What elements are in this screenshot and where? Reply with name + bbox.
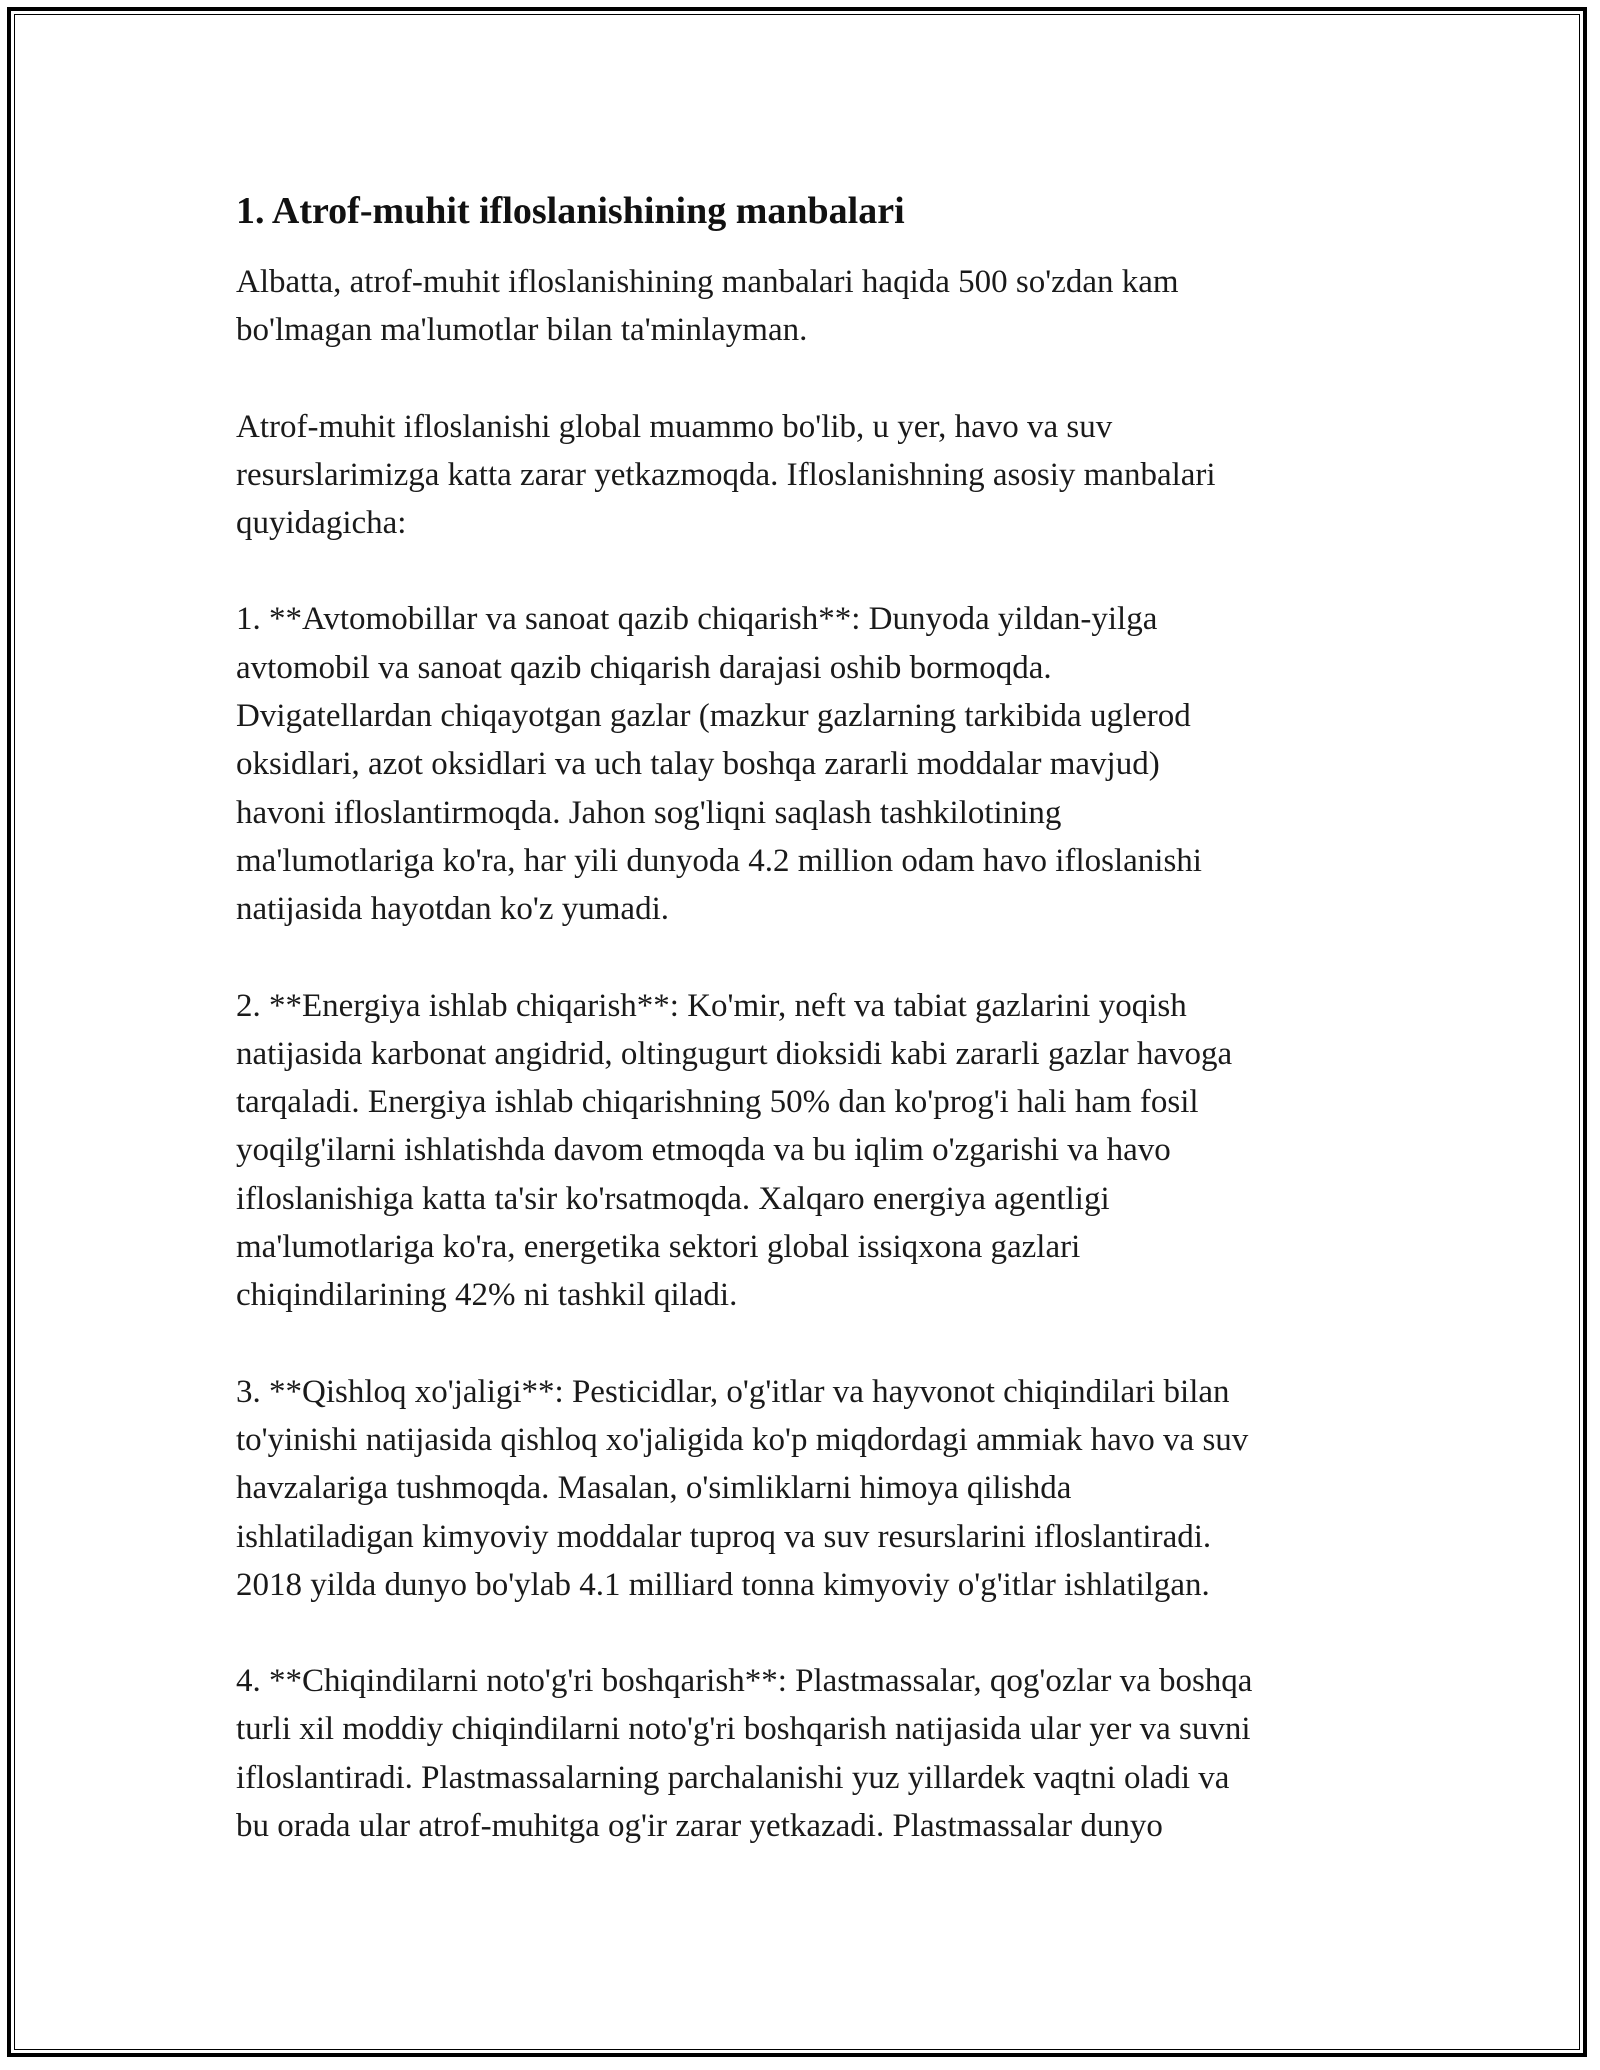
paragraph [236, 595, 1396, 933]
paragraph-line: to'yinishi natijasida qishloq xo'jaligida ko'p miqdordagi ammiak havo va suv [236, 1421, 1249, 1458]
paragraph-line: quyidagicha: [236, 505, 407, 542]
paragraph-line: yoqilg'ilarni ishlatishda davom etmoqda va bu iqlim o'zgarishi va havo [236, 1132, 1171, 1169]
paragraph-line: avtomobil va sanoat qazib chiqarish darajasi oshib bormoqda. [236, 649, 1052, 686]
paragraph [236, 258, 1396, 355]
paragraph-line: 2. **Energiya ishlab chiqarish**: Ko'mir, neft va tabiat gazlarini yoqish [236, 987, 1187, 1024]
paragraph-line: ifloslantiradi. Plastmassalarning parchalanishi yuz yillardek vaqtni oladi va [236, 1759, 1230, 1796]
paragraph-line: 3. **Qishloq xo'jaligi**: Pesticidlar, o'g'itlar va hayvonot chiqindilari bilan [236, 1373, 1230, 1410]
paragraph-line: oksidlari, azot oksidlari va uch talay boshqa zararli moddalar mavjud) [236, 746, 1160, 783]
paragraph-line: Atrof-muhit ifloslanishi global muammo bo'lib, u yer, havo va suv [236, 408, 1113, 445]
paragraph-line: Albatta, atrof-muhit ifloslanishining manbalari haqida 500 so'zdan kam [236, 264, 1179, 300]
paragraph [236, 1368, 1396, 1609]
paragraph-line: natijasida hayotdan ko'z yumadi. [236, 891, 669, 928]
paragraph [236, 982, 1396, 1320]
paragraph-line: tarqaladi. Energiya ishlab chiqarishning 50% dan ko'prog'i hali ham fosil [236, 1084, 1199, 1121]
paragraph-line: bu orada ular atrof-muhitga og'ir zarar yetkazadi. Plastmassalar dunyo [236, 1808, 1163, 1845]
paragraph-line: natijasida karbonat angidrid, oltingugurt dioksidi kabi zararli gazlar havoga [236, 1035, 1233, 1072]
document-body [236, 186, 1396, 1850]
paragraph [236, 403, 1396, 548]
document-title: 1. Atrof-muhit ifloslanishining manbalari [236, 190, 905, 232]
paragraph [236, 1657, 1396, 1850]
paragraph-line: 1. **Avtomobillar va sanoat qazib chiqarish**: Dunyoda yildan-yilga [236, 601, 1158, 638]
paragraph-line: havoni ifloslantirmoqda. Jahon sog'liqni saqlash tashkilotining [236, 794, 1062, 831]
paragraph-line: turli xil moddiy chiqindilarni noto'g'ri boshqarish natijasida ular yer va suvni [236, 1711, 1251, 1748]
paragraph-line: 4. **Chiqindilarni noto'g'ri boshqarish**: Plastmassalar, qog'ozlar va boshqa [236, 1663, 1253, 1700]
paragraph-line: bo'lmagan ma'lumotlar bilan ta'minlayman. [236, 312, 808, 349]
paragraph-line: 2018 yilda dunyo bo'ylab 4.1 milliard tonna kimyoviy o'g'itlar ishlatilgan. [236, 1566, 1210, 1603]
paragraph-line: ma'lumotlariga ko'ra, energetika sektori global issiqxona gazlari [236, 1229, 1081, 1266]
paragraph-line: chiqindilarining 42% ni tashkil qiladi. [236, 1277, 738, 1314]
paragraph-line: havzalariga tushmoqda. Masalan, o'simliklarni himoya qilishda [236, 1470, 1072, 1507]
paragraph-line: ma'lumotlariga ko'ra, har yili dunyoda 4.2 million odam havo ifloslanishi [236, 842, 1202, 879]
paragraph-line: resurslarimizga katta zarar yetkazmoqda. Ifloslanishning asosiy manbalari [236, 456, 1216, 493]
paragraph-line: ifloslanishiga katta ta'sir ko'rsatmoqda. Xalqaro energiya agentligi [236, 1180, 1110, 1217]
paragraph-line: ishlatiladigan kimyoviy moddalar tuproq va suv resurslarini ifloslantiradi. [236, 1518, 1212, 1555]
paragraph-list [236, 258, 1396, 1850]
paragraph-line: Dvigatellardan chiqayotgan gazlar (mazkur gazlarning tarkibida uglerod [236, 698, 1191, 735]
